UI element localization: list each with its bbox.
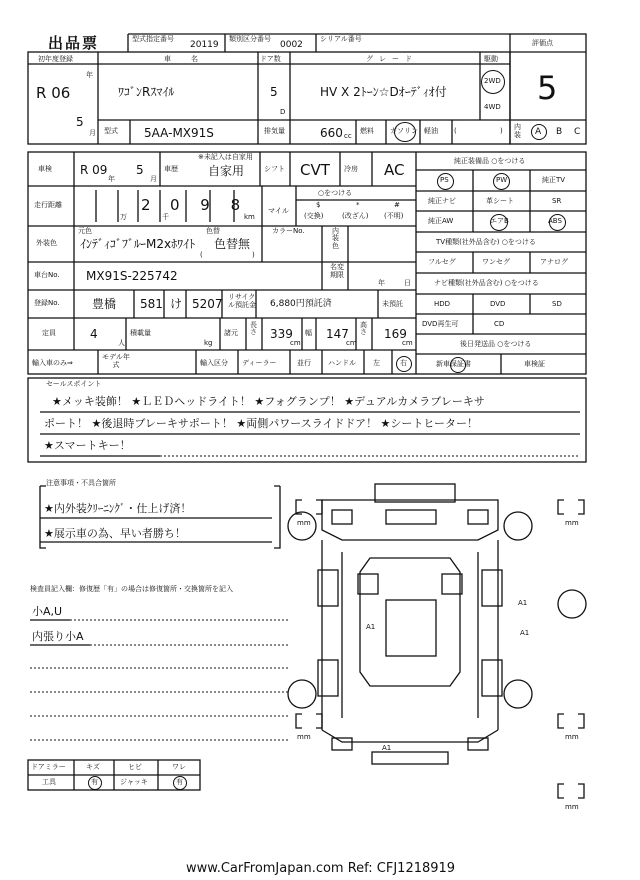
km-unit: km — [244, 213, 255, 221]
equip-abs-circle — [549, 214, 566, 231]
chassis-label: 車台No. — [34, 271, 60, 279]
first-reg-era: R 06 — [36, 84, 71, 102]
tv-full: フルセグ — [428, 258, 456, 266]
equip-tv: 純正TV — [542, 176, 566, 184]
equip-ps-circle — [437, 173, 454, 190]
model: 5AA-MX91S — [144, 126, 214, 140]
wid-unit: cm — [346, 339, 357, 347]
mile-label: マイル — [268, 207, 289, 215]
damage-mark-3: A1 — [520, 629, 530, 637]
equip-navi: 純正ナビ — [428, 197, 456, 205]
navi-dvd: DVD — [490, 300, 506, 308]
inspector-label: 検査員記入欄：修復歴「有」の場合は修復箇所・交換箇所を記入 — [30, 585, 233, 593]
color-change-label: 色替 — [206, 227, 220, 235]
capacity-unit: 人 — [118, 339, 125, 347]
car-name: ﾜｺﾞﾝRｽﾏｲﾙ — [118, 85, 175, 99]
sales-line3: ★スマートキー！ — [44, 439, 131, 452]
interior-label: 内装 — [514, 123, 521, 139]
genuine-title: 純正装備品 ○をつける — [454, 157, 526, 165]
doors: 5 — [270, 85, 278, 99]
handle-label: ハンドル — [328, 359, 356, 367]
drive-4wd: 4WD — [484, 103, 501, 111]
left-label: 左 — [373, 359, 380, 367]
category-label: 類別区分番号 — [229, 35, 271, 43]
capacity-label: 定員 — [42, 329, 56, 337]
unknown-sym: # — [394, 201, 400, 209]
mm-fl: mm — [297, 519, 311, 527]
drive-2wd: 2WD — [484, 77, 501, 85]
docs-title: 後日発送品 ○をつける — [460, 340, 532, 348]
docs-shakensho: 車検証 — [524, 360, 545, 368]
shaken: R 09 — [80, 163, 108, 177]
capacity: 4 — [90, 327, 98, 341]
model-code-label: 型式指定番号 — [132, 35, 174, 43]
mileage-man-unit: 万 — [120, 213, 127, 221]
reg-num2: 5207 — [192, 297, 223, 311]
use: 自家用 — [208, 164, 245, 178]
legend-tools: 工具 — [42, 778, 56, 786]
parallel-label: 並行 — [297, 359, 311, 367]
mm-rr: mm — [565, 733, 579, 741]
navi-cd: CD — [494, 320, 505, 328]
navi-dvd-play: DVD再生可 — [422, 320, 459, 328]
model-year-label: モデル年式 — [102, 353, 130, 369]
reg-num1: 581 — [140, 297, 163, 311]
color-change: 色替無 — [214, 237, 251, 251]
interior-color-label: 内装色 — [332, 227, 339, 250]
car-name-label: 車名 — [164, 55, 218, 63]
shaken-month: 5 — [136, 163, 144, 177]
shaken-label: 車検 — [38, 165, 52, 173]
mileage-label: 走行距離 — [34, 201, 62, 209]
damage-mark-4: A1 — [382, 744, 392, 752]
ac: AC — [384, 161, 405, 179]
import-type-label: 輸入区分 — [200, 359, 228, 367]
drive-2wd-circle — [481, 70, 505, 94]
fuel-circle — [394, 122, 416, 142]
first-reg-month: 5 — [76, 115, 84, 129]
shaken-year-unit: 年 — [108, 175, 115, 183]
displacement: 660 — [320, 126, 343, 140]
right-circle — [396, 356, 412, 372]
interior-a: A — [535, 127, 542, 137]
equip-leather: 革シート — [486, 197, 514, 205]
reg-label: 登録No. — [34, 299, 60, 307]
mm-fr: mm — [565, 519, 579, 527]
auction-sheet: 出品票 型式指定番号 20119 類別区分番号 0002 シリアル番号 評価点 5 初年度登録 年 R 06 5 月 車名 ﾜｺﾞﾝRｽﾏｲﾙ ドア数 5 D グレード HV X 2ﾄｰﾝ☆Dｵｰﾃﾞｨｵ付 駆動 2WD 4WD 型式 5AA-MX91S 排気量 660 cc 燃料 ガソリン 軽油 ( ) 内装 A B C 車検 R 09 年 5 月 車歴 ※未記入は自家用 自家用 シフト CVT 冷房 AC 走行距離 2 万 千 0 9 8 km マイル ○をつける $ (交換) * (改ざん) # (不明) 外装色 元色 ｲﾝﾃﾞｨｺﾞﾌﾞﾙｰM2xﾎﾜｲﾄ 色替 色替無 ( ) カラーNo. 内装色 車台No. MX91S-225742 名変期限 年 日 登録No. 豊橋 581 け 5207 リサイクル預託金 6,880円預託済 未預託 定員 4 人 積載量 kg 諸元 長さ 339 cm 幅 147 cm 高さ 169 cm 輸入車のみ⇒ モデル年式 輸入区分 ディーラー 並行 ハンドル 左 右 純正装備品 ○をつける PS PW 純正TV 純正ナビ 革シート SR 純正AW エアB ABS TV種類(社外品含む) ○をつける フルセグ ワンセグ アナログ ナビ種類(社外品含む) ○をつける HDD DVD SD DVD再生可 CD 後日発送品 ○をつける 新車保証書 車検証 セールスポイント ★メッキ装飾！ ★ＬＥＤヘッドライト！ ★フォグランプ！ ★デュアルカメラブレーキサ ポート！ ★後退時ブレーキサポート！ ★両側パワースライドドア！ ★シートヒーター！ ★スマートキー！ 注意事項・不具合箇所 ★内外装ｸﾘｰﾆﾝｸﾞ・仕上げ済！ ★展示車の為、早い者勝ち！ 検査員記入欄：修復歴「有」の場合は修復箇所・交換箇所を記入 小A,U 内張り小A mm mm mm mm mm A1 A1 A1 A1 ドアミラー キズ ヒビ ワレ 工具 有 ジャッキ 有 www.CarFromJapan.com Ref: CFJ1218919 — [0, 0, 640, 880]
equip-abs: ABS — [548, 217, 562, 225]
mm-rl: mm — [297, 733, 311, 741]
color-label: 外装色 — [36, 239, 57, 247]
tamper-sym: * — [356, 201, 360, 209]
notes-label: 注意事項・不具合箇所 — [46, 479, 116, 487]
legend-jack: ジャッキ — [120, 778, 148, 786]
dealer-label: ディーラー — [242, 359, 277, 367]
name-change-year: 年 — [378, 279, 385, 287]
inspector-line1: 小A,U — [32, 605, 63, 618]
grade: HV X 2ﾄｰﾝ☆Dｵｰﾃﾞｨｵ付 — [320, 85, 447, 99]
watermark: www.CarFromJapan.com Ref: CFJ1218919 — [186, 861, 456, 876]
hgt-label: 高さ — [360, 321, 367, 337]
wid: 147 — [326, 327, 349, 341]
equip-airbag-circle — [490, 214, 508, 231]
sales-label: セールスポイント — [46, 380, 102, 388]
wid-label: 幅 — [305, 329, 312, 337]
first-reg-label: 初年度登録 — [38, 55, 73, 63]
damage-mark-1: A1 — [518, 599, 528, 607]
fuel-gasoline: ガソリン — [390, 127, 418, 135]
legend-jack-yes: 有 — [176, 778, 183, 786]
original-color-label: 元色 — [78, 227, 92, 235]
score-label: 評価点 — [532, 39, 553, 47]
recycle-label: リサイクル預託金 — [228, 293, 256, 309]
car-diagram — [288, 484, 586, 798]
len-unit: cm — [290, 339, 301, 347]
mileage-sen-unit: 千 — [162, 213, 169, 221]
equip-sr: SR — [552, 197, 562, 205]
sales-line1: ★メッキ装飾！ ★ＬＥＤヘッドライト！ ★フォグランプ！ ★デュアルカメラブレーキサ — [52, 395, 485, 408]
model-label: 型式 — [104, 127, 118, 135]
load-label: 積載量 — [130, 329, 151, 337]
dims-label: 諸元 — [224, 329, 238, 337]
use-note: ※未記入は自家用 — [198, 153, 253, 161]
tools-circle — [88, 776, 102, 790]
docs-warranty-circle — [450, 357, 466, 373]
mark-note: ○をつける — [318, 189, 353, 197]
drive-label: 駆動 — [484, 55, 498, 63]
mileage-man: 2 — [141, 196, 151, 214]
mileage-rest: 0 9 8 — [170, 196, 249, 214]
reg-place: 豊橋 — [92, 297, 117, 311]
tv-title: TV種類(社外品含む) ○をつける — [436, 238, 536, 246]
tv-one: ワンセグ — [482, 258, 510, 266]
grade-label: グレード — [366, 55, 418, 63]
shift-label: シフト — [264, 165, 285, 173]
reg-kana: け — [170, 297, 183, 311]
exch-sym: $ — [316, 201, 321, 209]
name-change-label: 名変期限 — [330, 263, 344, 279]
original-color: ｲﾝﾃﾞｨｺﾞﾌﾞﾙｰM2xﾎﾜｲﾄ — [80, 237, 196, 251]
serial-label: シリアル番号 — [320, 35, 362, 43]
equip-aw: 純正AW — [428, 217, 454, 225]
shift: CVT — [300, 161, 330, 179]
legend-crack: ヒビ — [128, 763, 142, 771]
load-unit: kg — [204, 339, 213, 347]
year-unit: 年 — [86, 71, 93, 79]
notes-line2: ★展示車の為、早い者勝ち！ — [44, 527, 186, 540]
sales-line2: ポート！ ★後退時ブレーキサポート！ ★両側パワースライドドア！ ★シートヒーター！ — [44, 417, 478, 430]
fuel-label: 燃料 — [360, 127, 374, 135]
len: 339 — [270, 327, 293, 341]
recycle-unpaid: 未預託 — [382, 300, 403, 308]
len-label: 長さ — [250, 321, 257, 337]
interior-b: B — [556, 127, 563, 137]
notes-line1: ★内外装ｸﾘｰﾆﾝｸﾞ・仕上げ済！ — [44, 502, 192, 515]
navi-title: ナビ種類(社外品含む) ○をつける — [434, 279, 539, 287]
tamper-label: (改ざん) — [342, 212, 369, 220]
navi-hdd: HDD — [434, 300, 451, 308]
hgt-unit: cm — [402, 339, 413, 347]
recycle: 6,880円預託済 — [270, 299, 332, 309]
right-label: 右 — [400, 359, 407, 367]
score: 5 — [537, 69, 558, 107]
docs-warranty: 新車保証書 — [436, 360, 471, 368]
light-oil-label: 軽油 — [424, 127, 438, 135]
equip-pw: PW — [496, 176, 508, 184]
ac-label: 冷房 — [344, 165, 358, 173]
shaken-month-unit: 月 — [150, 175, 157, 183]
damage-mark-2: A1 — [366, 623, 376, 631]
category: 0002 — [280, 40, 303, 50]
hgt: 169 — [384, 327, 407, 341]
equip-airbag: エアB — [490, 217, 509, 225]
name-change-day: 日 — [404, 279, 411, 287]
doors-label: ドア数 — [260, 55, 281, 63]
color-no-label: カラーNo. — [272, 227, 305, 235]
import-label: 輸入車のみ⇒ — [32, 359, 73, 367]
chassis: MX91S-225742 — [86, 269, 178, 283]
door-type: D — [280, 108, 286, 116]
navi-sd: SD — [552, 300, 562, 308]
equip-ps: PS — [440, 176, 449, 184]
displacement-label: 排気量 — [264, 127, 285, 135]
form-title: 出品票 — [48, 34, 100, 52]
tv-analog: アナログ — [540, 258, 568, 266]
month-unit: 月 — [89, 129, 96, 137]
interior-c: C — [574, 127, 581, 137]
unknown-label: (不明) — [384, 212, 404, 220]
exch-label: (交換) — [304, 212, 324, 220]
mm-spare: mm — [565, 803, 579, 811]
model-code: 20119 — [190, 40, 219, 50]
use-label: 車歴 — [164, 165, 178, 173]
legend-scratch: キズ — [86, 763, 100, 771]
legend-break: ワレ — [172, 763, 186, 771]
interior-circle — [531, 124, 547, 140]
legend-mirror: ドアミラー — [31, 763, 66, 771]
inspector-line2: 内張り小A — [32, 630, 84, 643]
displacement-unit: cc — [344, 132, 352, 140]
jack-circle — [173, 776, 187, 790]
legend-tools-yes: 有 — [91, 778, 98, 786]
equip-pw-circle — [493, 173, 510, 190]
